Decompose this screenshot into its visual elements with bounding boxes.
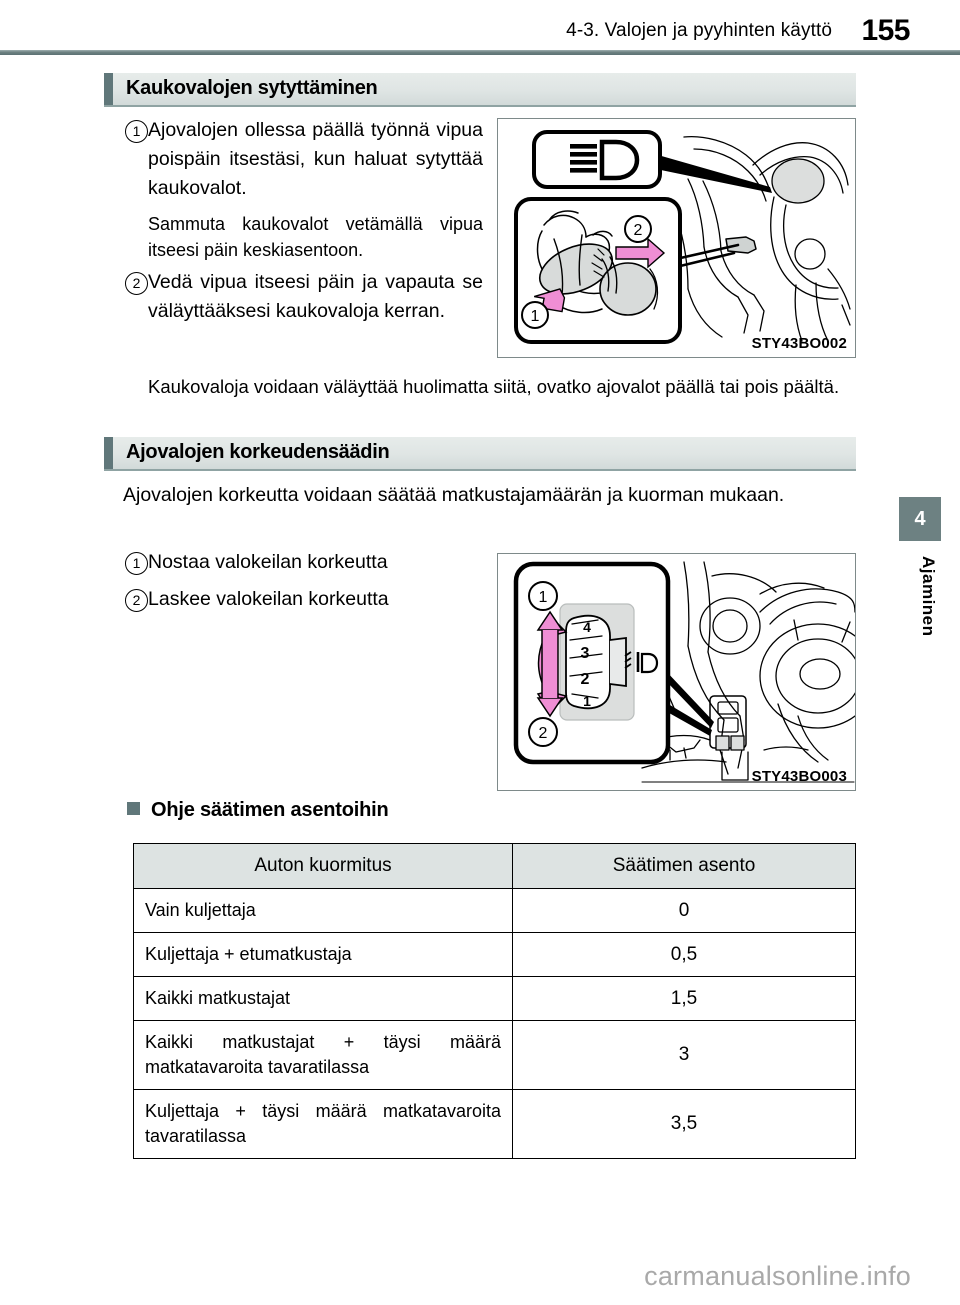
section-heading-text: Kaukovalojen sytyttäminen (126, 77, 378, 100)
cell-position: 1,5 (513, 977, 856, 1021)
level-step-marker-1: 1 (125, 552, 148, 575)
lever-detail-box (516, 199, 680, 342)
svg-text:1: 1 (583, 693, 591, 709)
page-header (0, 14, 960, 50)
chapter-number-tab: 4 (899, 497, 941, 541)
level-step-text-1: Nostaa valokeilan korkeutta (148, 551, 388, 573)
cell-load: Kaikki matkustajat + täysi määrä matkatavaroita tavaratilassa (134, 1021, 513, 1090)
figure-highbeam-lever (497, 118, 856, 358)
svg-text:1: 1 (530, 308, 540, 325)
figure-highbeam-lever-drawing (498, 119, 855, 357)
figure-code-1: STY43BO002 (751, 335, 847, 352)
levelling-intro: Ajovalojen korkeutta voidaan säätää matkustajamäärän ja kuorman mukaan. (123, 484, 785, 506)
figure-code-2: STY43BO003 (751, 768, 847, 785)
table-row (134, 1090, 856, 1159)
step-text-2: Vedä vipua itseesi päin ja vapauta se väläyttääksesi kaukovaloja kerran. (148, 271, 483, 322)
section-heading-highbeam (104, 73, 856, 107)
cell-load: Kuljettaja + etumatkustaja (134, 933, 513, 977)
cell-position: 3 (513, 1021, 856, 1090)
svg-text:2: 2 (580, 671, 590, 688)
section-heading-levelling (104, 437, 856, 471)
table-row (134, 889, 856, 933)
svg-text:1: 1 (538, 589, 548, 606)
site-watermark: carmanualsonline.info (644, 1261, 911, 1291)
level-step-text-2: Laskee valokeilan korkeutta (148, 588, 389, 610)
heading-accent-bar (104, 73, 113, 105)
svg-text:4: 4 (583, 619, 591, 635)
svg-text:2: 2 (633, 222, 643, 239)
col-header-position: Säätimen asento (513, 844, 856, 889)
levelling-dial-detail-box (516, 564, 668, 762)
highbeam-note: Kaukovaloja voidaan väläyttää huolimatta siitä, ovatko ajovalot päällä tai pois päältä. (148, 376, 840, 397)
svg-text:3: 3 (580, 645, 590, 662)
col-header-load: Auton kuormitus (134, 844, 513, 889)
svg-text:2: 2 (538, 725, 548, 742)
highbeam-indicator-box (534, 132, 660, 187)
cell-load: Kuljettaja + täysi määrä matkatavaroita tavaratilassa (134, 1090, 513, 1159)
section-heading-text-2: Ajovalojen korkeudensäädin (126, 441, 390, 464)
table-row (134, 977, 856, 1021)
cell-load: Vain kuljettaja (134, 889, 513, 933)
subsection-heading-text: Ohje säätimen asentoihin (151, 799, 389, 821)
step-marker-1: 1 (125, 120, 148, 143)
cell-position: 0 (513, 889, 856, 933)
table-row (134, 1021, 856, 1090)
step-text-1: Ajovalojen ollessa päällä työnnä vipua poispäin itsestäsi, kun haluat sytyttää kaukovalot. (148, 119, 483, 199)
cell-position: 3,5 (513, 1090, 856, 1159)
heading-accent-bar-2 (104, 437, 113, 469)
cell-load: Kaikki matkustajat (134, 977, 513, 1021)
figure-levelling-dial (497, 553, 856, 791)
level-step-marker-2: 2 (125, 589, 148, 612)
cell-position: 0,5 (513, 933, 856, 977)
header-section-title: 4-3. Valojen ja pyyhinten käyttö (566, 20, 832, 41)
table-header-row (134, 844, 856, 889)
page-number: 155 (861, 14, 910, 47)
figure-levelling-dial-drawing (498, 554, 855, 790)
step-note-text: Sammuta kaukovalot vetämällä vipua itseesi päin keskiasentoon. (148, 214, 483, 260)
step-marker-2: 2 (125, 272, 148, 295)
chapter-name-label: Ajaminen (919, 556, 938, 637)
bullet-square-icon (127, 802, 140, 815)
subsection-heading (127, 799, 389, 822)
header-divider-rule (0, 50, 960, 55)
levelling-position-table (133, 843, 856, 1159)
table-row (134, 933, 856, 977)
